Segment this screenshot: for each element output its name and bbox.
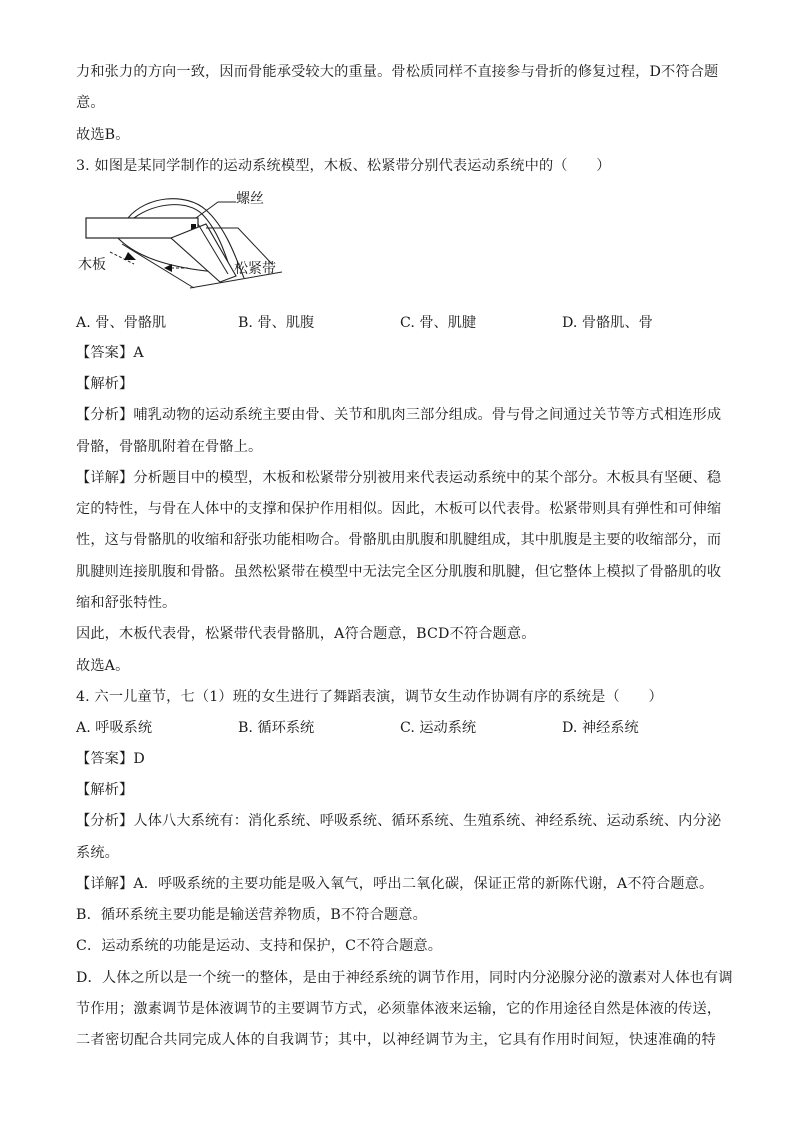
label-screw: 螺丝 — [236, 191, 264, 207]
q4-option-c: C. 运动系统 — [400, 720, 477, 736]
text-line: 肌腱则连接肌腹和骨骼。虽然松紧带在模型中无法完全区分肌腹和肌腱，但它整体上模拟了骨骼肌的收 — [76, 564, 722, 580]
text-line: 【详解】A．呼吸系统的主要功能是吸入氧气，呼出二氧化碳，保证正常的新陈代谢，A不符合题意。 — [76, 876, 714, 892]
label-band: 松紧带 — [234, 261, 276, 277]
text-line: 因此，木板代表骨，松紧带代表骨骼肌，A符合题意，BCD不符合题意。 — [76, 626, 536, 642]
text-line: 【分析】哺乳动物的运动系统主要由骨、关节和肌肉三部分组成。骨与骨之间通过关节等方式相连形成 — [76, 407, 722, 423]
q4-option-a: A. 呼吸系统 — [76, 720, 153, 736]
q4-option-b: B. 循环系统 — [238, 720, 315, 736]
model-figure — [76, 188, 306, 298]
text-line: 节作用；激素调节是体液调节的主要调节方式，必须靠体液来运输，它的作用途径自然是体液的传送， — [76, 1001, 722, 1017]
question-4-stem: 4. 六一儿童节，七（1）班的女生进行了舞蹈表演，调节女生动作协调有序的系统是（ ） — [76, 689, 663, 705]
text-line: B．循环系统主要功能是输送营养物质，B不符合题意。 — [76, 907, 427, 923]
question-3-stem: 3. 如图是某同学制作的运动系统模型，木板、松紧带分别代表运动系统中的（ ） — [76, 158, 611, 174]
q3-option-c: C. 骨、肌腱 — [400, 315, 477, 331]
label-board: 木板 — [78, 257, 106, 273]
text-line: C．运动系统的功能是运动、支持和保护，C不符合题意。 — [76, 938, 443, 954]
q4-option-d: D. 神经系统 — [562, 720, 639, 736]
text-line: 定的特性，与骨在人体中的支撑和保护作用相似。因此，木板可以代表骨。松紧带则具有弹性和可伸缩 — [76, 501, 722, 517]
model-diagram — [76, 188, 306, 298]
text-line: D．人体之所以是一个统一的整体，是由于神经系统的调节作用，同时内分泌腺分泌的激素对人体也有调 — [76, 970, 733, 986]
answer-label: 【答案】D — [76, 751, 145, 767]
text-line: 意。 — [76, 95, 105, 111]
text-line: 性，这与骨骼肌的收缩和舒张功能相吻合。骨骼肌由肌腹和肌腱组成，其中肌腹是主要的收缩部分，而 — [76, 532, 722, 548]
q3-option-a: A. 骨、骨骼肌 — [76, 315, 167, 331]
q3-option-b: B. 骨、肌腹 — [238, 315, 315, 331]
text-line: 【分析】人体八大系统有：消化系统、呼吸系统、循环系统、生殖系统、神经系统、运动系统、内分泌 — [76, 813, 722, 829]
text-line: 故选A。 — [76, 658, 130, 674]
answer-label: 【答案】A — [76, 345, 144, 361]
text-line: 骨骼，骨骼肌附着在骨骼上。 — [76, 439, 263, 455]
text-line: 二者密切配合共同完成人体的自我调节；其中，以神经调节为主，它具有作用时间短，快速准确的特 — [76, 1032, 716, 1048]
text-line: 【详解】分析题目中的模型，木板和松紧带分别被用来代表运动系统中的某个部分。木板具有坚硬、稳 — [76, 470, 722, 486]
text-line: 力和张力的方向一致，因而骨能承受较大的重量。骨松质同样不直接参与骨折的修复过程，D不符合题 — [76, 64, 719, 80]
text-line: 系统。 — [76, 845, 120, 861]
analysis-label: 【解析】 — [76, 782, 134, 798]
q3-option-d: D. 骨骼肌、骨 — [562, 315, 653, 331]
text-line: 缩和舒张特性。 — [76, 595, 177, 611]
analysis-label: 【解析】 — [76, 376, 134, 392]
text-line: 故选B。 — [76, 127, 130, 143]
